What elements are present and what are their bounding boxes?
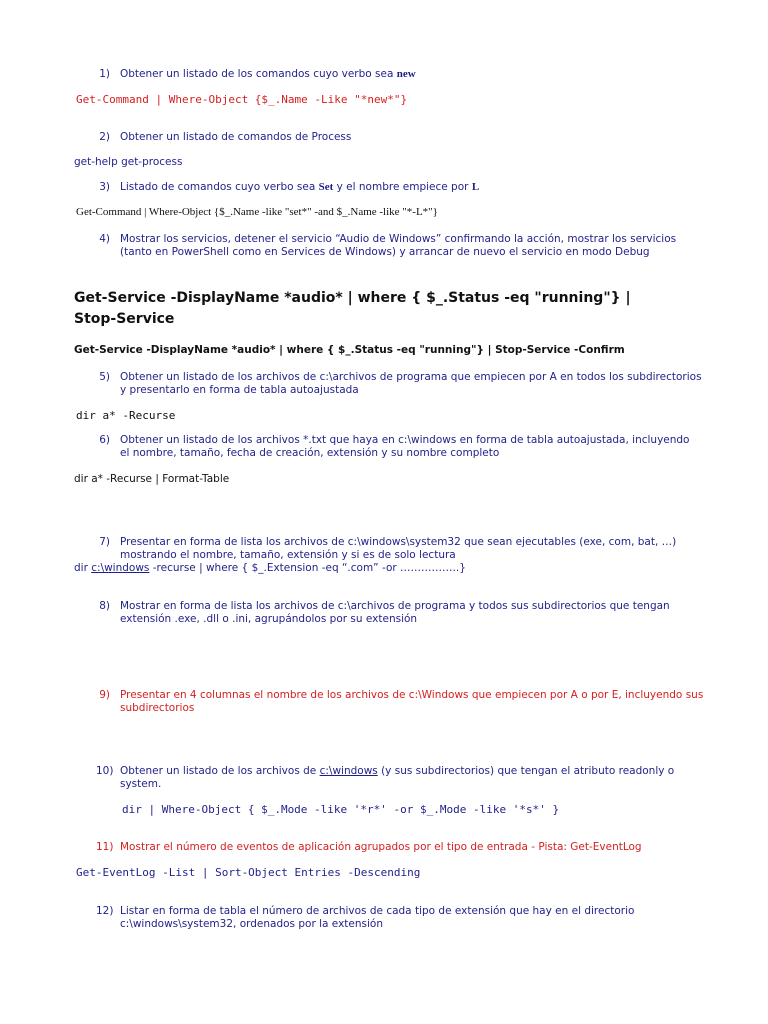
answer-6: dir a* -Recurse | Format-Table <box>74 473 230 485</box>
question-text: (y sus subdirectorios) que tengan el atributo readonly o <box>377 765 675 777</box>
question-line: Mostrar en forma de lista los archivos de c:\archivos de programa y todos sus subdirectorios que tengan <box>120 600 670 612</box>
question-number: 11) <box>96 841 114 853</box>
question-line: Presentar en 4 columnas el nombre de los archivos de c:\Windows que empiecen por A o por E, incluyendo sus <box>120 689 704 701</box>
question-line: Listar en forma de tabla el número de archivos de cada tipo de extensión que hay en el directorio <box>120 905 635 917</box>
question-number: 9) <box>99 689 110 701</box>
question-line: el nombre, tamaño, fecha de creación, extensión y su nombre completo <box>120 447 500 459</box>
question-text: Mostrar el número de eventos de aplicación agrupados por el tipo de entrada - Pista: Get-EventLog <box>120 841 642 853</box>
question-line: extensión .exe, .dll o .ini, agrupándolos por su extensión <box>120 613 418 625</box>
keyword: L <box>471 181 480 193</box>
question-number: 3) <box>99 181 110 193</box>
answer-4-small: Get-Service -DisplayName *audio* | where { $_.Status -eq "running"} | Stop-Service -Confirm <box>74 344 625 356</box>
question-number: 4) <box>99 233 110 245</box>
answer-2: get-help get-process <box>74 156 183 168</box>
answer-11: Get-EventLog -List | Sort-Object Entries -Descending <box>76 866 421 879</box>
question-number: 7) <box>99 536 110 548</box>
question-line: Obtener un listado de los archivos de c:\archivos de programa que empiecen por A en todos los subdirectorios <box>120 371 702 383</box>
question-text: y el nombre empiece por <box>333 181 472 193</box>
question-text: Listado de comandos cuyo verbo sea <box>120 181 319 193</box>
question-line: mostrando el nombre, tamaño, extensión y si es de solo lectura <box>120 549 456 561</box>
answer-text: dir <box>74 562 92 574</box>
answer-4-big-line2: Stop-Service <box>74 311 175 327</box>
question-number: 8) <box>99 600 110 612</box>
question-line: Obtener un listado de los archivos *.txt que haya en c:\windows en forma de tabla autoajustada, incluyendo <box>120 434 690 446</box>
answer-10: dir | Where-Object { $_.Mode -like '*r*' -or $_.Mode -like '*s*' } <box>122 803 560 816</box>
answer-4-big-line1: Get-Service -DisplayName *audio* | where { $_.Status -eq "running"} | <box>74 290 631 306</box>
question-line: (tanto en PowerShell como en Services de Windows) y arrancar de nuevo el servicio en modo Debug <box>120 246 650 258</box>
question-line: Presentar en forma de lista los archivos de c:\windows\system32 que sean ejecutables (exe, com, bat, …) <box>120 536 677 548</box>
keyword: new <box>396 68 416 80</box>
question-line: subdirectorios <box>120 702 195 714</box>
question-line: c:\windows\system32, ordenados por la extensión <box>120 918 383 930</box>
answer-3: Get-Command | Where-Object {$_.Name -like "set*" -and $_.Name -like "*-L*"} <box>76 206 438 218</box>
question-line: Mostrar los servicios, detener el servicio “Audio de Windows” confirmando la acción, mostrar los servicios <box>120 233 677 245</box>
answer-5: dir a* -Recurse <box>76 409 176 422</box>
windows-link[interactable]: c:\windows <box>91 562 150 574</box>
question-number: 10) <box>96 765 114 777</box>
keyword: Set <box>318 181 334 193</box>
answer-7 <box>74 562 466 574</box>
question-text: Obtener un listado de los archivos de <box>120 765 320 777</box>
question-number: 5) <box>99 371 110 383</box>
question-number: 2) <box>99 131 110 143</box>
windows-link[interactable]: c:\windows <box>319 765 378 777</box>
question-text: Obtener un listado de comandos de Process <box>120 131 352 143</box>
answer-text: -recurse | where { $_.Extension -eq “.com” -or ……………..} <box>149 562 466 574</box>
answer-1: Get-Command | Where-Object {$_.Name -Like "*new*"} <box>76 93 408 106</box>
question-line: system. <box>120 778 162 790</box>
question-number: 12) <box>96 905 114 917</box>
question-line: y presentarlo en forma de tabla autoajustada <box>120 384 359 396</box>
question-number: 6) <box>99 434 110 446</box>
question-text: Obtener un listado de los comandos cuyo verbo sea <box>120 68 397 80</box>
question-number: 1) <box>99 68 110 80</box>
